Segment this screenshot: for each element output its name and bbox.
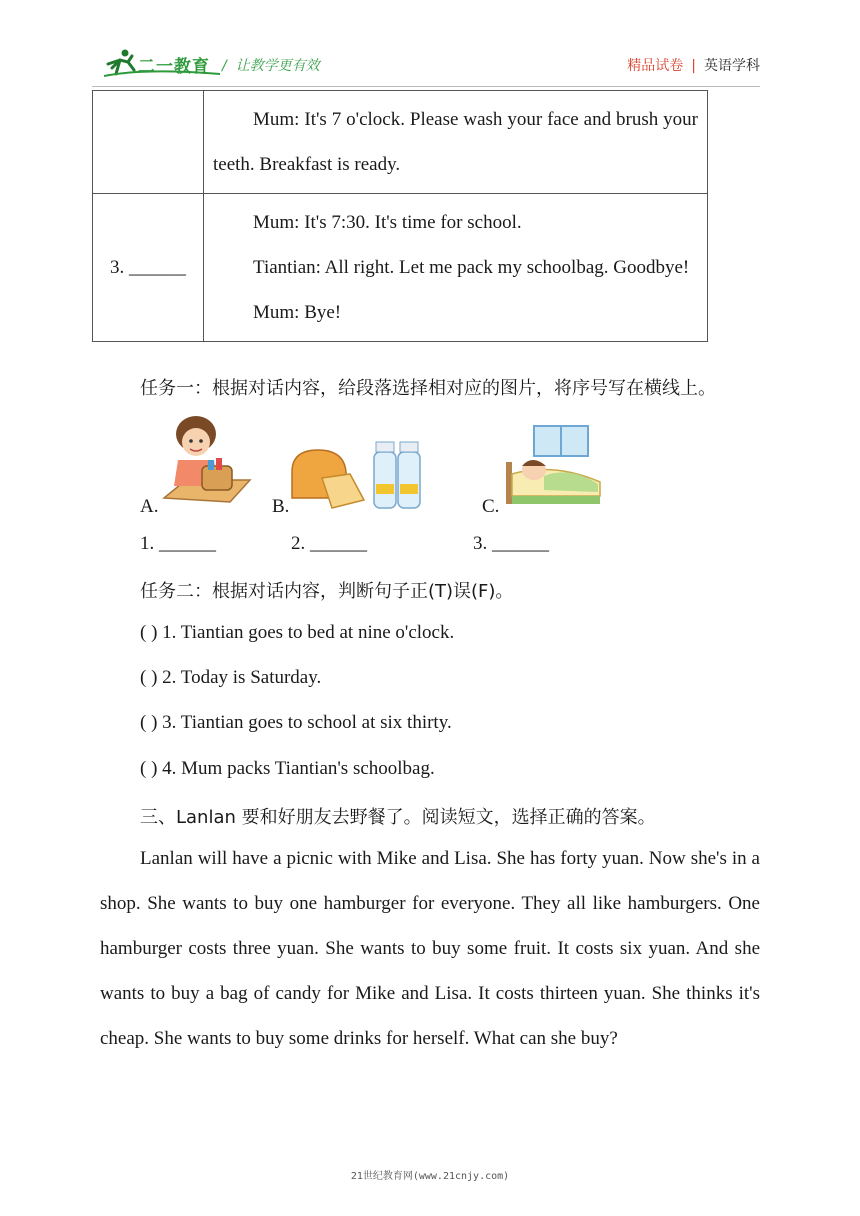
dialogue-line: Mum: Bye! [253,302,342,323]
row-label [93,91,204,194]
task2-instruction [140,577,513,603]
row-label: 3. ______ [93,194,204,342]
option-a-label: A. [140,496,159,517]
tf-item-4[interactable]: ( ) 4. Mum packs Tiantian's schoolbag. [140,758,435,779]
table-row [93,194,708,342]
boy-packing-schoolbag-icon [160,410,252,510]
header-rule [92,86,760,87]
task1-blank-3[interactable]: 3. ______ [473,533,549,554]
section3-title: 三、Lanlan 要和好朋友去野餐了。阅读短文，选择正确的答案。 [140,807,656,828]
header-tag-subject: 英语学科 [704,58,760,74]
page-footer: 21世纪教育网(www.21cnjy.com) [350,1171,510,1182]
task1-blank-1[interactable]: 1. ______ [140,533,216,554]
task1-instruction: 任务一：根据对话内容，给段落选择相对应的图片，将序号写在横线上。 [140,378,716,399]
task1-blank-2[interactable]: 2. ______ [291,533,367,554]
dialogue-table [92,90,708,342]
bread-and-milk-icon [288,438,428,512]
dialogue-line: Mum: It's 7 o'clock. Please wash your face and brush your teeth. Breakfast is ready. [213,109,698,175]
logo-text: 二一教育 [138,57,210,77]
dialogue-line: Mum: It's 7:30. It's time for school. [253,212,522,233]
reading-passage [100,836,760,1061]
tf-item-3[interactable]: ( ) 3. Tiantian goes to school at six thirty. [140,712,452,733]
tf-item-1[interactable]: ( ) 1. Tiantian goes to bed at nine o'clock. [140,622,455,643]
header-divider: | [691,58,696,74]
task2-instruction-text: 任务二：根据对话内容，判断句子正(T)误(F)。 [140,581,514,602]
passage-text: Lanlan will have a picnic with Mike and Lisa. She has forty yuan. Now she's in a shop. She wants to buy one hamburger for everyone. They all like hamburgers. One hamburger costs three yuan. She wants to buy some fruit. It costs six yuan. And she wants to buy a bag of candy for Mike and Lisa. It costs thirteen yuan. She thinks it's cheap. She wants to buy some drinks for herself. What can she buy? [100,848,760,1049]
header-slogan: / 让教学更有效 [222,58,320,74]
option-b-label: B. [272,496,290,517]
header-tag-paper: 精品试卷 [627,58,684,74]
dialogue-cell [204,194,708,342]
boy-sleeping-in-bed-icon [504,422,602,512]
dialogue-line: Tiantian: All right. Let me pack my schoolbag. Goodbye! [253,257,690,278]
page-header [0,0,860,90]
option-c-label: C. [482,496,500,517]
header-tags [627,55,760,75]
slogan-text: 让教学更有效 [235,58,320,74]
tf-item-2[interactable]: ( ) 2. Today is Saturday. [140,667,322,688]
table-row [93,91,708,194]
dialogue-cell [204,91,708,194]
